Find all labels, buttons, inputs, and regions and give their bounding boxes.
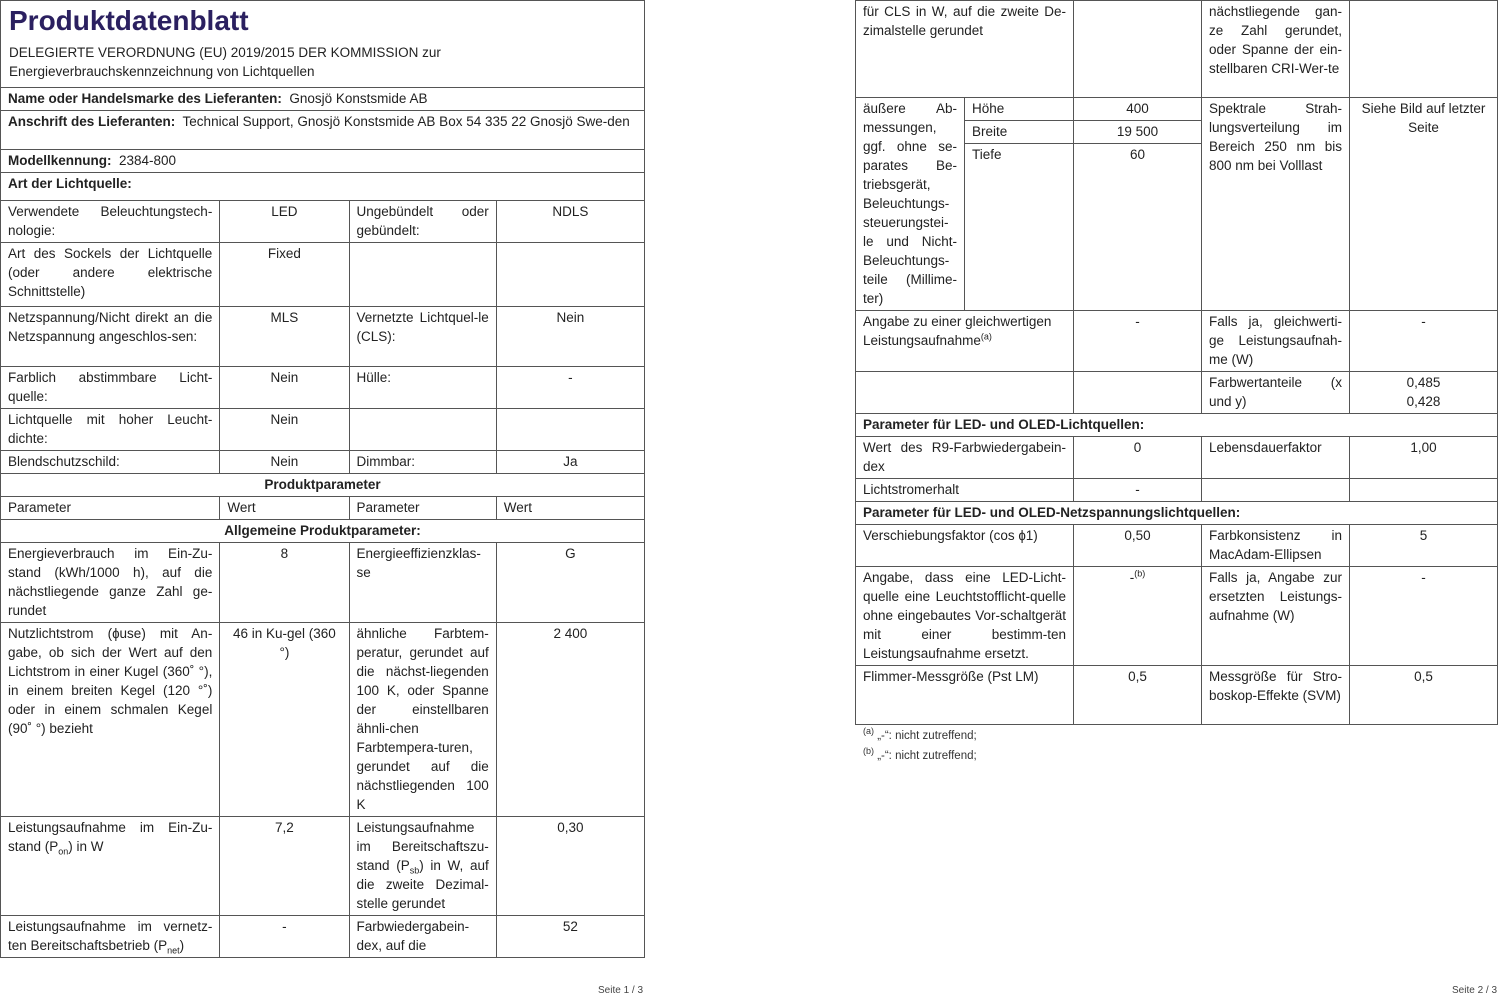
- param-label: Verwendete Beleuchtungstech-nologie:: [1, 201, 220, 243]
- param-value: Nein: [220, 367, 349, 409]
- table-row: [1, 451, 645, 474]
- param-label: Dimmbar:: [349, 451, 496, 474]
- footnote-b: $^{(b)}$ „-“: nicht zutreffend;: [863, 746, 977, 762]
- table-row: [856, 1, 1498, 98]
- table-row: [1, 817, 645, 916]
- spectral-label: Spektrale Strah-lungsverteilung im Bereich 250 nm bis 800 nm bei Volllast: [1202, 98, 1350, 311]
- table-row: [1, 243, 645, 307]
- table-row: [856, 437, 1498, 479]
- param-value: 52: [496, 916, 644, 958]
- param-label: Ungebündelt oder gebündelt:: [349, 201, 496, 243]
- param-label: Nutzlichtstrom (ɸuse) mit An-gabe, ob sich der Wert auf den Lichtstrom in einer Kugel (360˚ °), in einem breiten Kegel (120 °˚) oder in einem schmalen Kegel (90˚ °) bezieht: [1, 623, 220, 817]
- table-row: [1, 623, 645, 817]
- table-row: [856, 525, 1498, 567]
- table-row: [856, 666, 1498, 725]
- page-footer-1: Seite 1 / 3: [598, 985, 644, 996]
- table-row: [856, 567, 1498, 666]
- param-label: Art des Sockels der Lichtquelle (oder andere elektrische Schnittstelle): [1, 243, 220, 307]
- page-title: Produktdatenblatt: [9, 5, 249, 36]
- table-row: [856, 479, 1498, 502]
- param-value: -: [220, 916, 349, 958]
- param-label: Leistungsaufnahme im vernetz-ten Bereitschaftsbetrieb $(P_{net})$: [1, 916, 220, 958]
- supplier-name: Gnosjö Konstsmide AB: [289, 91, 428, 106]
- param-value: 0,5: [1350, 666, 1498, 725]
- page-1: [0, 0, 645, 958]
- table-row: [1, 409, 645, 451]
- table-row: [1, 916, 645, 958]
- param-value: 0,30: [496, 817, 644, 916]
- param-label: Blendschutzschild:: [1, 451, 220, 474]
- param-value: 0,485 0,428: [1350, 372, 1498, 414]
- regulation-subtitle: DELEGIERTE VERORDNUNG (EU) 2019/2015 DER KOMMISSION zur Energieverbrauchskennzeichnung von Lichtquellen: [9, 45, 441, 79]
- param-value: NDLS: [496, 201, 644, 243]
- param-label: Farbwiedergabein-dex, auf die: [349, 916, 496, 958]
- dim-value: 60: [1074, 144, 1202, 311]
- header-box: [0, 0, 645, 87]
- mains-params-heading-row: [856, 502, 1498, 525]
- param-value: -$^{(b)}$: [1074, 567, 1202, 666]
- dim-value: 19 500: [1074, 121, 1202, 144]
- param-label: Angabe, dass eine LED-Licht-quelle eine Leuchtstofflicht-quelle ohne eingebautes Vor-schaltgerät mit einer bestimm-ten Leistungsaufnahme ersetzt.: [856, 567, 1074, 666]
- dim-name: Breite: [965, 121, 1074, 144]
- param-value: Nein: [496, 307, 644, 367]
- table-row: [856, 311, 1498, 372]
- param-value: 0,50: [1074, 525, 1202, 567]
- datasheet-table-2: [855, 0, 1498, 725]
- model-id: 2384-800: [119, 153, 177, 168]
- column-header-value: Wert: [220, 497, 349, 520]
- param-label: Energieverbrauch im Ein-Zu-stand (kWh/1000 h), auf die nächstliegende ganze Zahl ge-rundet: [1, 543, 220, 623]
- param-label: Netzspannung/Nicht direkt an die Netzspannung angeschlos-sen:: [1, 307, 220, 367]
- param-label: nächstliegende gan-ze Zahl gerundet, oder Spanne der ein-stellbaren CRI-Wer-te: [1202, 1, 1350, 98]
- dim-name: Höhe: [965, 98, 1074, 121]
- param-label: [349, 409, 496, 451]
- dim-value: 400: [1074, 98, 1202, 121]
- general-params-heading-row: [1, 520, 645, 543]
- supplier-address-row: [1, 111, 645, 150]
- param-label: Lichtstromerhalt: [856, 479, 1074, 502]
- table-row: [1, 201, 645, 243]
- param-value: LED: [220, 201, 349, 243]
- param-value: [1350, 1, 1498, 98]
- table-row: [856, 372, 1498, 414]
- param-value: 1,00: [1350, 437, 1498, 479]
- param-value: 8: [220, 543, 349, 623]
- param-label: Flimmer-Messgröße (Pst LM): [856, 666, 1074, 725]
- column-header-row: [1, 497, 645, 520]
- spectral-value: Siehe Bild auf letzter Seite: [1350, 98, 1498, 311]
- supplier-address-label: Anschrift des Lieferanten:: [8, 114, 176, 129]
- supplier-name-label: Name oder Handelsmarke des Lieferanten:: [8, 91, 282, 106]
- general-params-heading: Allgemeine Produktparameter:: [1, 520, 645, 543]
- param-value: [496, 409, 644, 451]
- param-label: Leistungsaufnahme im Bereitschaftszu-stand $(P_{sb})$ in W, auf die zweite Dezimal-stelle gerundet: [349, 817, 496, 916]
- supplier-address: Technical Support, Gnosjö Konstsmide AB Box 54 335 22 Gnosjö Swe-den: [182, 114, 630, 129]
- param-label: Farblich abstimmbare Licht-quelle:: [1, 367, 220, 409]
- param-value: MLS: [220, 307, 349, 367]
- param-label: für CLS in W, auf die zweite De-zimalstelle gerundet: [856, 1, 1074, 98]
- param-label: Verschiebungsfaktor (cos ɸ1): [856, 525, 1074, 567]
- param-label: ähnliche Farbtem-peratur, gerundet auf die nächst-liegenden 100 K, oder Spanne der einstellbaren ähnli-chen Farbtempera-turen, gerundet auf die nächstliegenden 100 K: [349, 623, 496, 817]
- param-value: [1074, 1, 1202, 98]
- param-value: 7,2: [220, 817, 349, 916]
- supplier-name-row: [1, 88, 645, 111]
- param-value: G: [496, 543, 644, 623]
- param-value: -: [1074, 479, 1202, 502]
- param-label: [349, 243, 496, 307]
- mains-params-heading: Parameter für LED- und OLED-Netzspannungslichtquellen:: [856, 502, 1498, 525]
- column-header-param: Parameter: [1, 497, 220, 520]
- page-footer-2: Seite 2 / 3: [1452, 985, 1498, 996]
- param-label: Farbkonsistenz in MacAdam-Ellipsen: [1202, 525, 1350, 567]
- param-label: Lebensdauerfaktor: [1202, 437, 1350, 479]
- param-value: 0,5: [1074, 666, 1202, 725]
- dim-name: Tiefe: [965, 144, 1074, 311]
- datasheet-table-1: [0, 87, 645, 958]
- param-value: -: [1074, 311, 1202, 372]
- source-type-heading: Art der Lichtquelle:: [1, 173, 645, 201]
- footnote-a: $^{(a)}$ „-“: nicht zutreffend;: [863, 726, 977, 742]
- param-value: Fixed: [220, 243, 349, 307]
- param-value: 46 in Ku-gel (360 °): [220, 623, 349, 817]
- dims-row: [856, 98, 1498, 121]
- param-label: Wert des R9-Farbwiedergabein-dex: [856, 437, 1074, 479]
- column-header-param: Parameter: [349, 497, 496, 520]
- table-row: [1, 543, 645, 623]
- param-value: Ja: [496, 451, 644, 474]
- param-label: Hülle:: [349, 367, 496, 409]
- param-label: Energieeffizienzklas-se: [349, 543, 496, 623]
- param-value: Nein: [220, 409, 349, 451]
- param-value: Nein: [220, 451, 349, 474]
- column-header-value: Wert: [496, 497, 644, 520]
- led-params-heading-row: [856, 414, 1498, 437]
- param-value: [496, 243, 644, 307]
- model-row: [1, 150, 645, 173]
- param-label: Lichtquelle mit hoher Leucht-dichte:: [1, 409, 220, 451]
- table-row: [1, 367, 645, 409]
- param-label: Leistungsaufnahme im Ein-Zu-stand $(P_{on})$ in W: [1, 817, 220, 916]
- param-value: 0: [1074, 437, 1202, 479]
- product-params-heading-row: [1, 474, 645, 497]
- param-label: Farbwertanteile (x und y): [1202, 372, 1350, 414]
- param-value: 2 400: [496, 623, 644, 817]
- dims-label: äußere Ab-messungen, ggf. ohne se-parates Be-triebsgerät, Beleuchtungs-steuerungstei-le und Nicht-Beleuchtungs-teile (Millime-ter): [856, 98, 965, 311]
- param-label: Messgröße für Stro-boskop-Effekte (SVM): [1202, 666, 1350, 725]
- page-2: [855, 0, 1498, 767]
- source-type-row: [1, 173, 645, 201]
- led-params-heading: Parameter für LED- und OLED-Lichtquellen:: [856, 414, 1498, 437]
- param-label: Angabe zu einer gleichwertigen Leistungsaufnahme$^{(a)}$: [856, 311, 1074, 372]
- product-params-heading: Produktparameter: [1, 474, 645, 497]
- param-value: -: [496, 367, 644, 409]
- param-value: 5: [1350, 525, 1498, 567]
- param-label: Falls ja, Angabe zur ersetzten Leistungs-aufnahme (W): [1202, 567, 1350, 666]
- table-row: [1, 307, 645, 367]
- param-value: -: [1350, 311, 1498, 372]
- param-value: -: [1350, 567, 1498, 666]
- param-label: Falls ja, gleichwerti-ge Leistungsaufnah-me (W): [1202, 311, 1350, 372]
- model-label: Modellkennung:: [8, 153, 112, 168]
- param-label: Vernetzte Lichtquel-le (CLS):: [349, 307, 496, 367]
